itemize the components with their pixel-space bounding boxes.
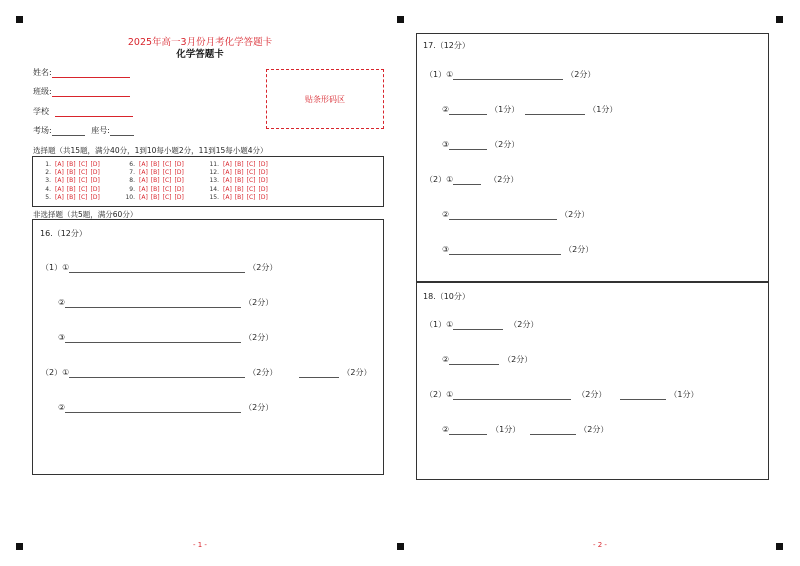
q16-line[interactable]: ② （2分） <box>58 298 274 307</box>
mc-column <box>205 161 271 202</box>
mc-option-bubble[interactable]: [B] <box>66 185 76 193</box>
q18-line[interactable]: ② （2分） <box>442 355 533 364</box>
mc-option-bubble[interactable]: [A] <box>223 185 232 193</box>
mc-question-number: 11. <box>209 161 219 168</box>
mc-question-number: 10. <box>125 193 135 201</box>
mc-option-bubble[interactable]: [B] <box>150 185 160 193</box>
mc-option-bubble[interactable]: [C] <box>246 169 256 177</box>
answer-blank[interactable] <box>65 334 241 343</box>
q17-line[interactable]: ② （1分） （1分） <box>442 105 618 114</box>
answer-blank[interactable] <box>530 426 576 435</box>
mc-option-bubble[interactable]: [B] <box>150 161 160 168</box>
mc-question-row <box>121 186 187 194</box>
mc-option-bubble[interactable]: [A] <box>55 177 64 185</box>
q17-header: 17.（12分） <box>423 41 470 50</box>
card-title: 化学答题卡 <box>176 49 224 60</box>
q16-line[interactable]: ③ （2分） <box>58 333 274 342</box>
registration-mark <box>776 16 783 23</box>
mc-option-bubble[interactable]: [D] <box>90 193 100 201</box>
answer-blank[interactable] <box>449 356 499 365</box>
mc-option-bubble[interactable]: [D] <box>174 161 184 168</box>
answer-blank[interactable] <box>453 71 563 80</box>
mc-question-number: 8. <box>129 177 135 185</box>
mc-question-row <box>37 169 103 177</box>
mc-option-bubble[interactable]: [A] <box>139 177 148 185</box>
mc-option-bubble[interactable]: [B] <box>66 177 76 185</box>
mc-option-bubble[interactable]: [A] <box>223 193 232 201</box>
q18-answer-box <box>416 281 769 480</box>
mc-option-bubble[interactable]: [D] <box>90 185 100 193</box>
answer-blank[interactable] <box>453 176 481 185</box>
mc-option-bubble[interactable]: [B] <box>66 193 76 201</box>
mc-question-row <box>205 169 271 177</box>
mc-option-bubble[interactable]: [D] <box>258 185 268 193</box>
mc-question-row <box>205 177 271 185</box>
registration-mark <box>16 16 23 23</box>
answer-blank[interactable] <box>525 106 585 115</box>
mc-question-row <box>121 169 187 177</box>
registration-mark <box>16 543 23 550</box>
school-line[interactable] <box>55 107 133 117</box>
answer-blank[interactable] <box>449 106 487 115</box>
answer-blank[interactable] <box>69 264 245 273</box>
class-label: 班级: <box>33 87 52 96</box>
mc-option-bubble[interactable]: [D] <box>174 193 184 201</box>
mc-option-bubble[interactable]: [A] <box>55 161 64 168</box>
mc-option-bubble[interactable]: [B] <box>150 177 160 185</box>
mc-option-bubble[interactable]: [A] <box>139 161 148 168</box>
mc-option-bubble[interactable]: [D] <box>258 193 268 201</box>
mc-question-row <box>205 161 271 169</box>
mc-option-bubble[interactable]: [B] <box>66 161 76 168</box>
mc-question-number: 4. <box>45 185 51 193</box>
mc-question-number: 7. <box>129 169 135 177</box>
name-label: 姓名: <box>33 68 52 77</box>
class-line[interactable] <box>52 87 130 97</box>
name-line[interactable] <box>52 68 130 78</box>
answer-blank[interactable] <box>620 391 666 400</box>
mc-column <box>37 161 103 202</box>
mc-option-bubble[interactable]: [B] <box>234 161 244 168</box>
non-mc-heading: 非选择题（共5题，满分60分） <box>33 210 138 219</box>
answer-blank[interactable] <box>69 369 245 378</box>
mc-option-bubble[interactable]: [C] <box>78 177 88 185</box>
registration-mark <box>397 16 404 23</box>
page-number: - 2 - <box>593 541 607 549</box>
answer-blank[interactable] <box>453 321 503 330</box>
mc-option-bubble[interactable]: [B] <box>150 193 160 201</box>
seat-label: 座号: <box>91 126 110 135</box>
mc-question-row <box>205 186 271 194</box>
mc-option-bubble[interactable]: [A] <box>139 193 148 201</box>
q17-line[interactable]: ② （2分） <box>442 210 590 219</box>
q16-header: 16.（12分） <box>40 229 87 238</box>
mc-question-row <box>205 194 271 202</box>
page-number: - 1 - <box>193 541 207 549</box>
answer-blank[interactable] <box>453 391 571 400</box>
mc-option-bubble[interactable]: [B] <box>234 169 244 177</box>
q17-line[interactable]: （1）① （2分） <box>425 70 596 79</box>
mc-option-bubble[interactable]: [B] <box>66 169 76 177</box>
mc-question-row <box>37 177 103 185</box>
mc-option-bubble[interactable]: [C] <box>162 169 172 177</box>
mc-option-bubble[interactable]: [D] <box>258 177 268 185</box>
q18-line[interactable]: （2）① （2分） （1分） <box>425 390 699 399</box>
mc-question-number: 12. <box>209 169 219 177</box>
barcode-area <box>266 69 384 129</box>
mc-option-bubble[interactable]: [A] <box>223 161 232 168</box>
mc-question-number: 1. <box>45 161 51 168</box>
q17-answer-box <box>416 33 769 283</box>
school-label: 学校 <box>33 107 49 116</box>
q16-line[interactable]: （2）① （2分） （2分） <box>41 368 372 377</box>
mc-heading: 选择题（共15题，满分40分，1到10每小题2分，11到15每小题4分） <box>33 146 268 155</box>
mc-question-row <box>121 177 187 185</box>
mc-option-bubble[interactable]: [A] <box>139 185 148 193</box>
mc-option-bubble[interactable]: [A] <box>223 169 232 177</box>
mc-option-bubble[interactable]: [C] <box>78 193 88 201</box>
mc-option-bubble[interactable]: [D] <box>174 177 184 185</box>
mc-option-bubble[interactable]: [C] <box>246 177 256 185</box>
mc-question-row <box>121 194 187 202</box>
q17-line[interactable]: ③ （2分） <box>442 245 594 254</box>
answer-blank[interactable] <box>65 404 241 413</box>
answer-blank[interactable] <box>65 299 241 308</box>
mc-option-bubble[interactable]: [A] <box>55 169 64 177</box>
mc-option-bubble[interactable]: [C] <box>162 161 172 168</box>
mc-option-bubble[interactable]: [A] <box>139 169 148 177</box>
mc-option-bubble[interactable]: [C] <box>78 185 88 193</box>
mc-option-bubble[interactable]: [C] <box>246 193 256 201</box>
mc-option-bubble[interactable]: [C] <box>246 185 256 193</box>
q18-line[interactable]: （1）① （2分） <box>425 320 539 329</box>
barcode-label: 贴条形码区 <box>305 94 345 104</box>
mc-option-bubble[interactable]: [A] <box>55 185 64 193</box>
mc-option-bubble[interactable]: [D] <box>258 169 268 177</box>
mc-option-bubble[interactable]: [C] <box>162 177 172 185</box>
mc-option-bubble[interactable]: [D] <box>90 169 100 177</box>
q16-answer-box <box>32 219 384 475</box>
mc-question-number: 5. <box>45 193 51 201</box>
school-field[interactable] <box>33 106 133 117</box>
mc-option-bubble[interactable]: [B] <box>234 193 244 201</box>
mc-question-row <box>121 161 187 169</box>
mc-question-row <box>37 161 103 169</box>
answer-blank[interactable] <box>449 211 557 220</box>
exam-room-line[interactable] <box>52 126 85 136</box>
mc-option-bubble[interactable]: [B] <box>234 177 244 185</box>
mc-option-bubble[interactable]: [D] <box>258 161 268 168</box>
mc-option-bubble[interactable]: [C] <box>162 185 172 193</box>
mc-option-bubble[interactable]: [C] <box>78 161 88 168</box>
registration-mark <box>397 543 404 550</box>
exam-room-field[interactable] <box>33 125 134 136</box>
mc-option-bubble[interactable]: [D] <box>174 185 184 193</box>
mc-answer-box <box>32 156 384 207</box>
mc-question-number: 13. <box>209 177 219 185</box>
mc-question-row <box>37 186 103 194</box>
mc-option-bubble[interactable]: [B] <box>150 169 160 177</box>
q16-line[interactable]: （1）① （2分） <box>41 263 278 272</box>
answer-blank[interactable] <box>449 246 561 255</box>
answer-blank[interactable] <box>449 426 487 435</box>
exam-title: 2025年高一3月份月考化学答题卡 <box>127 37 273 48</box>
mc-question-number: 9. <box>129 185 135 193</box>
mc-question-number: 3. <box>45 177 51 185</box>
registration-mark <box>776 543 783 550</box>
exam-room-label: 考场: <box>33 126 52 135</box>
mc-question-number: 15. <box>209 193 219 201</box>
answer-blank[interactable] <box>299 369 339 378</box>
mc-option-bubble[interactable]: [D] <box>90 177 100 185</box>
mc-option-bubble[interactable]: [C] <box>162 193 172 201</box>
seat-line[interactable] <box>110 126 134 136</box>
answer-blank[interactable] <box>449 141 487 150</box>
mc-question-number: 6. <box>129 161 135 168</box>
q17-line[interactable]: （2）① （2分） <box>425 175 519 184</box>
mc-column <box>121 161 187 202</box>
q18-line[interactable]: ② （1分） （2分） <box>442 425 609 434</box>
q16-line[interactable]: ② （2分） <box>58 403 274 412</box>
q17-line[interactable]: ③ （2分） <box>442 140 520 149</box>
mc-option-bubble[interactable]: [C] <box>246 161 256 168</box>
mc-question-number: 2. <box>45 169 51 177</box>
mc-option-bubble[interactable]: [C] <box>78 169 88 177</box>
class-field[interactable] <box>33 86 130 97</box>
mc-question-number: 14. <box>209 185 219 193</box>
q18-header: 18.（10分） <box>423 292 470 301</box>
mc-option-bubble[interactable]: [D] <box>174 169 184 177</box>
mc-option-bubble[interactable]: [A] <box>223 177 232 185</box>
mc-question-row <box>37 194 103 202</box>
name-field[interactable] <box>33 67 130 78</box>
mc-option-bubble[interactable]: [D] <box>90 161 100 168</box>
mc-option-bubble[interactable]: [A] <box>55 193 64 201</box>
mc-option-bubble[interactable]: [B] <box>234 185 244 193</box>
